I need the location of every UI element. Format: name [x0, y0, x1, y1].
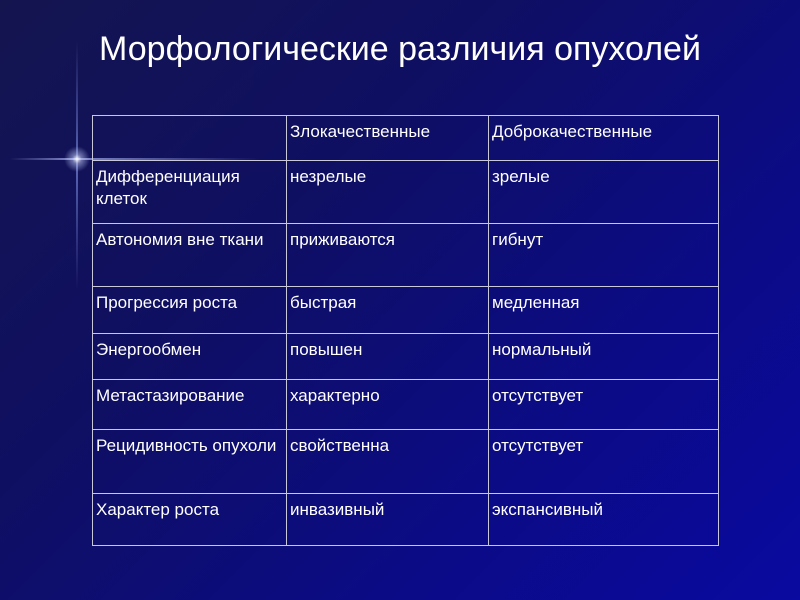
malignant-value: незрелые — [287, 161, 489, 224]
table-row — [93, 287, 719, 334]
benign-value: медленная — [489, 287, 719, 334]
table-row — [93, 161, 719, 224]
table-row — [93, 380, 719, 430]
malignant-value: приживаются — [287, 224, 489, 287]
benign-value: экспансивный — [489, 494, 719, 546]
benign-value: гибнут — [489, 224, 719, 287]
row-label: Автономия вне ткани — [93, 224, 287, 287]
header-cell-benign: Доброкачественные — [489, 116, 719, 161]
sparkle-icon — [64, 146, 90, 172]
row-label: Дифференциация клеток — [93, 161, 287, 224]
row-label: Метастазирование — [93, 380, 287, 430]
slide-title: Морфологические различия опухолей — [99, 30, 701, 68]
row-label: Рецидивность опухоли — [93, 430, 287, 494]
malignant-value: инвазивный — [287, 494, 489, 546]
benign-value: отсутствует — [489, 380, 719, 430]
table-row — [93, 334, 719, 380]
row-label: Характер роста — [93, 494, 287, 546]
table-row — [93, 224, 719, 287]
row-label: Прогрессия роста — [93, 287, 287, 334]
row-label: Энергообмен — [93, 334, 287, 380]
benign-value: отсутствует — [489, 430, 719, 494]
table-row — [93, 494, 719, 546]
benign-value: зрелые — [489, 161, 719, 224]
malignant-value: быстрая — [287, 287, 489, 334]
table-header-row — [93, 116, 719, 161]
malignant-value: повышен — [287, 334, 489, 380]
benign-value: нормальный — [489, 334, 719, 380]
table-row — [93, 430, 719, 494]
comparison-table — [92, 115, 719, 546]
malignant-value: характерно — [287, 380, 489, 430]
header-cell-malignant: Злокачественные — [287, 116, 489, 161]
malignant-value: свойственна — [287, 430, 489, 494]
header-cell-empty — [93, 116, 287, 161]
